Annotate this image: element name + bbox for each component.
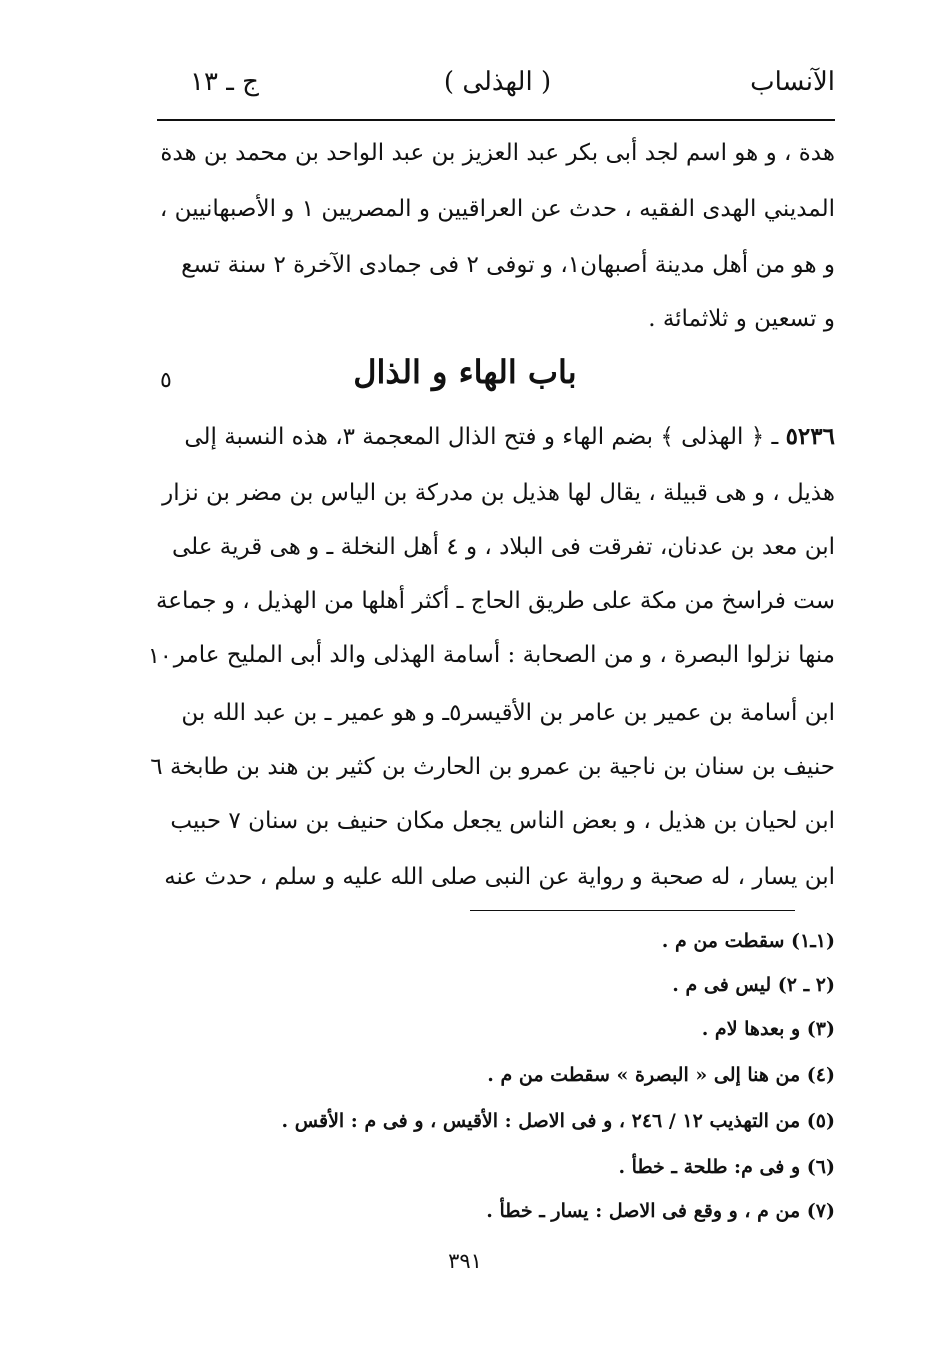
footnote: (٦) و فى م: طلحة ـ خطأ . (618, 1156, 835, 1178)
entry-number: ٥٢٣٦ (785, 423, 835, 450)
header-nisba: ( الهذلى ) (443, 67, 552, 97)
text-line: هذيل ، و هى قبيلة ، يقال لها هذيل بن مدركة بن الياس بن مضر بن نزار (162, 480, 835, 506)
margin-line-number: ١٠ (148, 644, 172, 669)
text-line: منها نزلوا البصرة ، و من الصحابة : أسامة الهذلى والد أبى المليح عامر (173, 642, 835, 668)
running-header (160, 62, 835, 102)
footnote: (٤) من هنا إلى « البصرة » سقطت من م . (487, 1064, 835, 1086)
footnote: (١ـ١) سقطت من م . (661, 930, 835, 952)
section-title: باب الهاء و الذال (353, 353, 577, 391)
book-title: الآنساب (750, 67, 835, 97)
text-line: حنيف بن سنان بن ناجية بن عمرو بن الحارث بن كثير بن هند بن طابخة ٦ (150, 754, 835, 780)
text-line: ابن لحيان بن هذيل ، و بعض الناس يجعل مكان حنيف بن سنان ٧ حبيب (170, 808, 835, 834)
text-line: ابن معد بن عدنان، تفرقت فى البلاد ، و ٤ أهل النخلة ـ و هى قرية على (171, 534, 835, 560)
text-line: و تسعين و ثلاثمائة . (648, 306, 835, 332)
footnote: (٧) من م ، و وقع فى الاصل : يسار ـ خطأ . (486, 1200, 835, 1222)
entry-first-line (185, 420, 835, 454)
footnote: (٣) و بعدها لام . (701, 1018, 835, 1040)
volume-label: ج ـ ١٣ (190, 67, 259, 97)
text-line: ست فراسخ من مكة على طريق الحاج ـ أكثر أهلها من الهذيل ، و جماعة (155, 588, 835, 614)
text-line: هدة ، و هو اسم لجد أبى بكر عبد العزيز بن عبد الواحد بن محمد بن هدة (160, 140, 835, 166)
margin-line-number: ٥ (160, 368, 172, 393)
text-line: ابن أسامة بن عمير بن عامر بن الأقيسر٥ـ و هو عمير ـ بن عبد الله بن (181, 700, 835, 726)
footnote: (٢ ـ ٢) ليس فى م . (672, 974, 835, 996)
text-line: المديني الهدى الفقيه ، حدث عن العراقيين و المصريين ١ و الأصبهانيين ، (159, 196, 835, 222)
text-line: ابن يسار ، له صحبة و رواية عن النبى صلى الله عليه و سلم ، حدث عنه (164, 864, 835, 890)
footnote-rule (470, 910, 795, 911)
footnote: (٥) من التهذيب ١٢ / ٢٤٦ ، و فى الاصل : الأقيس ، و فى م : الأقس . (281, 1110, 835, 1132)
header-rule (157, 119, 835, 121)
page-number: ٣٩١ (448, 1249, 482, 1273)
entry-text: ـ ﴿ الهذلى ﴾ بضم الهاء و فتح الذال المعجمة ٣، هذه النسبة إلى (184, 424, 779, 450)
text-line: و هو من أهل مدينة أصبهان١، و توفى ٢ فى جمادى الآخرة ٢ سنة تسع (181, 252, 835, 278)
